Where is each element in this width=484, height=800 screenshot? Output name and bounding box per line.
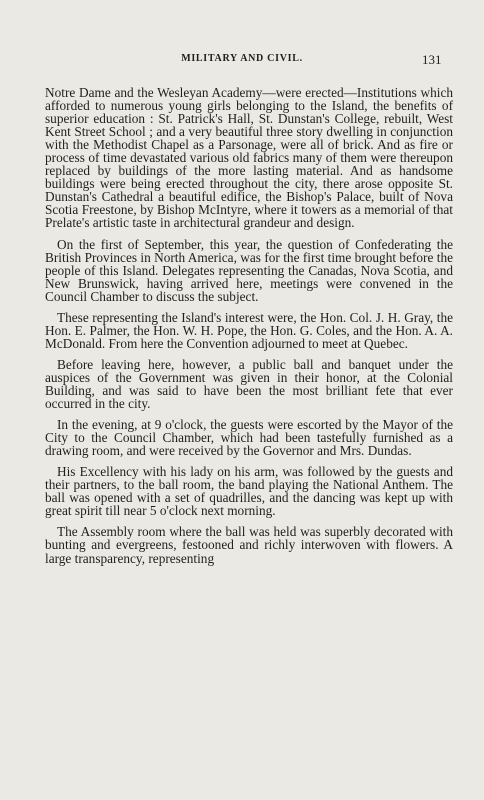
body-text [45,86,453,573]
paragraph: Before leaving here, however, a public ball and banquet under the auspices of the Government was given in their honor, at the Colonial Building, and was said to have been the most brilliant fete that ever occurred in the city. [45,356,453,412]
page-number: 131 [422,52,442,67]
paragraph: Notre Dame and the Wesleyan Academy—were erected—Institutions which afforded to numerous young girls belonging to the Island, the benefits of superior education : St. Patrick's Hall, St. Dunstan's College, rebuilt, West Kent Street School ; and a very beautiful three story dwelling in conjunction with the Methodist Chapel as a Parsonage, were all of brick. And as fire or process of time devastated various old fabrics many of them were thereupon replaced by buildings of the more lasting material. And as handsome buildings were being erected throughout the city, there arose opposite St. Dunstan's Cathedral a beautiful edifice, the Bishop's Palace, built of Nova Scotia Freestone, by Bishop McIntyre, where it towers as a memorial of that Prelate's artistic taste in architectural grandeur and design. [45,85,453,231]
paragraph: His Excellency with his lady on his arm, was followed by the guests and their partners, to the ball room, the band playing the National Anthem. The ball was opened with a set of quadrilles, and the dancing was kept up with great spirit till near 5 o'clock next morning. [45,464,453,519]
paragraph: These representing the Island's interest were, the Hon. Col. J. H. Gray, the Hon. E. Palmer, the Hon. W. H. Pope, the Hon. G. Coles, and the Hon. A. A. McDonald. From here the Convention adjourned to meet at Quebec. [45,309,453,351]
paragraph: On the first of September, this year, the question of Confederating the British Provinces in North America, was for the first time brought before the people of this Island. Delegates representing the Canadas, Nova Scotia, and New Brunswick, having arrived here, meetings were convened in the Council Chamber to discuss the subject. [45,236,453,304]
paragraph: The Assembly room where the ball was held was superbly decorated with bunting and evergreens, festooned and richly interwoven with flowers. A large transparency, representing [45,524,453,566]
running-header: MILITARY AND CIVIL. [181,53,303,64]
paragraph: In the evening, at 9 o'clock, the guests were escorted by the Mayor of the City to the Council Chamber, which had been tastefully furnished as a drawing room, and were received by the Governor and Mrs. Dundas. [45,417,453,459]
